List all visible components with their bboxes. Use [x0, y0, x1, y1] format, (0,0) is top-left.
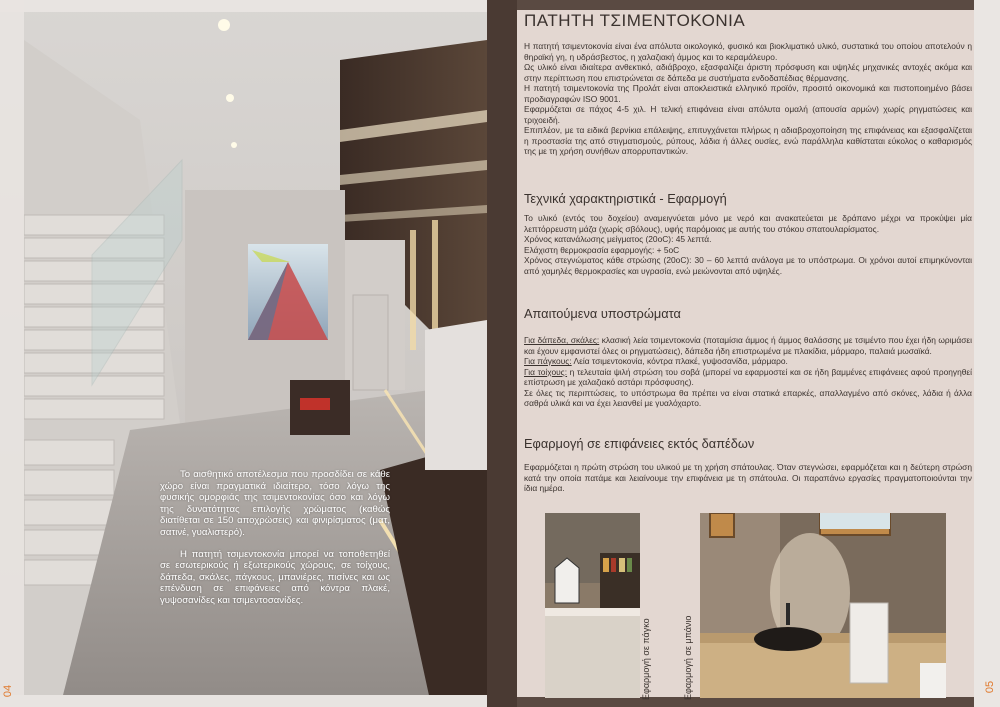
intro-paragraph: Ως υλικό είναι ιδιαίτερα ανθεκτικό, αδιάβροχο, εξασφαλίζει άριστη πρόσφυση και υψηλές μηχανικές αντοχές ακόμα και στην περίπτωση που επιστρώνεται σε δάπεδα με συστήματα ενδοδαπέδιας θέρμανσης.: [524, 62, 972, 83]
technical-line: Χρόνος στεγνώματος κάθε στρώσης (20oC): 30 – 60 λεπτά ανάλογα με το υπόστρωμα. Οι χρόνοι αυτοί επιμηκύνονται από χαμηλές θερμοκρασίες και υγρασία, ενώ μειώνονται από υψηλές.: [524, 255, 972, 276]
substrate-description: κλασική λεία τσιμεντοκονία (ποταμίσια άμμος ή άμμος θαλάσσης με τσιμέντο που έχει ήδη ωριμάσει και έχουν εμφανιστεί όλες οι ρηγματώσεις), δάπεδα ήδη επιστρωμένα με πλακίδια, μάρμαρο, παλαιά μωσαϊκά.: [524, 335, 972, 356]
non-floor-text: [524, 462, 972, 494]
substrate-item: [524, 367, 972, 388]
substrates-text: [524, 335, 972, 409]
left-page-text: [160, 469, 390, 617]
section-title-substrates: Απαιτούμενα υποστρώματα: [524, 306, 681, 321]
non-floor-paragraph: Εφαρμόζεται η πρώτη στρώση του υλικού με τη χρήση σπάτουλας. Όταν στεγνώσει, εφαρμόζεται και η δεύτερη στρώση κατά την οποία πατάμε και λειαίνουμε την επιφάνεια με τη σπάτουλα. Οι παραπάνω εργασίες πραγματοποιούνται την ίδια ημέρα.: [524, 462, 972, 493]
right-page: [517, 0, 1000, 707]
intro-text: [524, 41, 972, 157]
section-title-non-floor: Εφαρμογή σε επιφάνειες εκτός δαπέδων: [524, 436, 755, 451]
technical-line: Ελάχιστη θερμοκρασία εφαρμογής: + 5oC: [524, 244, 680, 255]
page-frame-bottom: [0, 695, 487, 707]
left-paragraph-1: Το αισθητικό αποτέλεσμα που προσδίδει σε κάθε χώρο είναι πραγματικά ιδιαίτερο, τόσο λόγω της φυσικής ομορφιάς της τσιμεντοκονίας όσο και λόγω της δυνατότητας επιλογής χρώματος (καθώς διατίθεται σε 150 αποχρώσεις) και φινιρίσματος (ματ, σατινέ, γυαλιστερό).: [160, 469, 390, 538]
substrate-label: Για δάπεδα, σκάλες:: [524, 335, 600, 345]
substrate-label: Για τοίχους:: [524, 366, 568, 377]
substrate-item: [524, 356, 972, 367]
page-frame-left: [0, 0, 24, 707]
substrate-label: Για πάγκους:: [524, 356, 572, 366]
counter-application-photo: [545, 513, 640, 698]
substrate-item: [524, 335, 972, 356]
intro-paragraph: Εφαρμόζεται σε πάχος 4-5 χιλ. Η τελική επιφάνεια είναι απόλυτα ομαλή (απουσία αρμών) χωρίς ρηγματώσεις και τριχοειδή.: [524, 104, 972, 125]
intro-paragraph: Η πατητή τσιμεντοκονία της Προλάτ είναι αποκλειστικά ελληνικό προϊόν, προσιτό οικονομικά και πιστοποιημένο βάσει προδιαγραφών ISO 9001.: [524, 83, 972, 104]
page-frame-top: [0, 0, 487, 12]
page-number-right: 05: [983, 680, 996, 694]
bathroom-application-photo: [700, 513, 946, 698]
page-number-left: 04: [2, 684, 15, 698]
intro-paragraph: Η πατητή τσιμεντοκονία είναι ένα απόλυτα οικολογικό, φυσικό και βιοκλιματικό υλικό, συστατικά του οποίου αποτελούν η θηραϊκή γη, η υδράσβεστος, η χαλαζιακή άμμος και το κεραμάλευρο.: [524, 41, 972, 62]
intro-paragraph: Επιπλέον, με τα ειδικά βερνίκια επάλειψης, επιτυγχάνεται πλήρως η αδιαβροχοποίηση της επιφάνειας και εξασφαλίζεται η προστασία της από στιγματισμούς, ρύπους, λάδια ή άλλες ουσίες, ενώ παράλληλα καθίσταται εύκολος ο καθαρισμός της με τη χρήση συνήθων απορρυπαντικών.: [524, 125, 972, 156]
caption-counter: Εφαρμογή σε πάγκο: [641, 618, 651, 700]
section-title-technical: Τεχνικά χαρακτηριστικά - Εφαρμογή: [524, 191, 727, 206]
spine-divider: [487, 0, 517, 707]
technical-text: [524, 213, 972, 276]
substrate-description: Λεία τσιμεντοκονία, κόντρα πλακέ, γυψοσανίδα, μάρμαρο.: [571, 356, 788, 366]
caption-bathroom: Εφαρμογή σε μπάνιο: [683, 615, 693, 700]
technical-line: Το υλικό (εντός του δοχείου) αναμειγνύεται μόνο με νερό και ανακατεύεται με δράπανο μέχρι να προκύψει μία λεπτόρρευστη μάζα (χωρίς σβόλους), υφής παρόμοιας με αυτής του στόκου σπατουλαρίσματος.: [524, 213, 972, 234]
page-title: ΠΑΤΗΤΗ ΤΣΙΜΕΝΤΟΚΟΝΙΑ: [524, 11, 746, 30]
substrate-description: η τελευταία ψιλή στρώση του σοβά (μπορεί να εφαρμοστεί και σε ήδη βαμμένες επιφάνειες αφού προηγηθεί επίστρωση με χαλαζιακό αστάρι πρόσφυσης).: [524, 366, 973, 387]
text-panel: [517, 10, 974, 700]
substrate-note: Σε όλες τις περιπτώσεις, το υπόστρωμα θα πρέπει να είναι στατικά επαρκές, απαλλαγμένο από σκόνες, λάδια ή άλλα σαθρά υλικά και να έχει λειανθεί με γυαλόχαρτο.: [524, 387, 972, 408]
left-paragraph-2: Η πατητή τσιμεντοκονία μπορεί να τοποθετηθεί σε εσωτερικούς ή εξωτερικούς χώρους, σε τοίχους, δάπεδα, σκάλες, πάγκους, μπανιέρες, πισίνες και ως επένδυση σε επιφάνειες από κόντρα πλακέ, γυψοσανίδες και τσιμεντοσανίδες.: [160, 548, 390, 606]
left-page: [0, 0, 487, 707]
page-frame-right: [974, 0, 1000, 707]
technical-line: Χρόνος κατανάλωσης μείγματος (20oC): 45 λεπτά.: [524, 234, 712, 244]
